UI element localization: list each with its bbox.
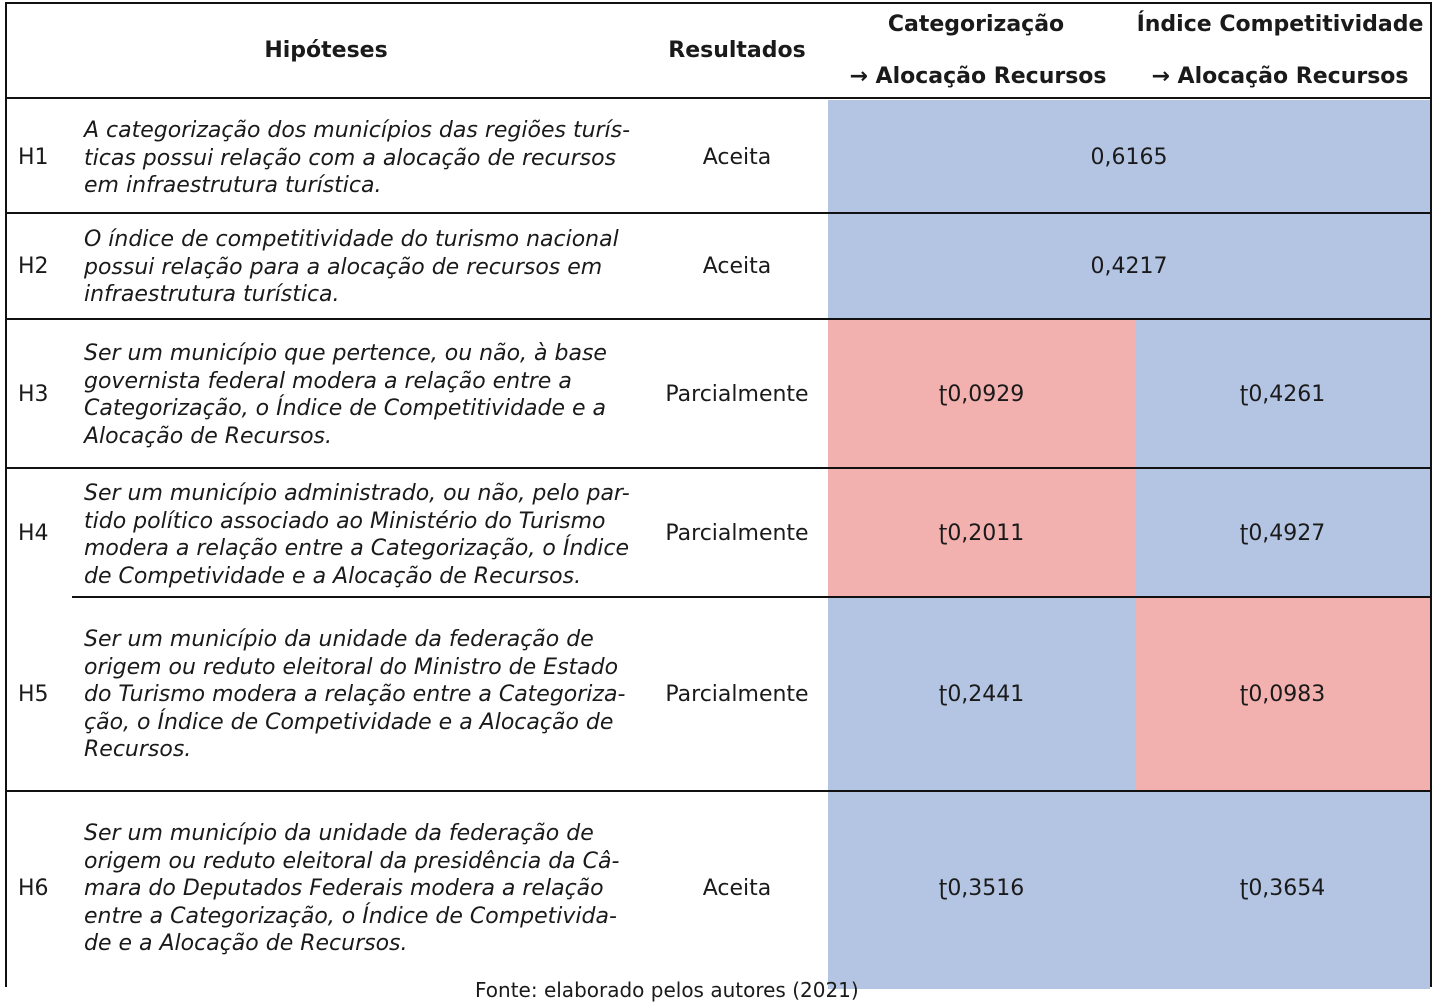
hypothesis-line: modera a relação entre a Categorização, o Índice (84, 536, 629, 561)
hypothesis-text (84, 820, 644, 958)
hypothesis-text (84, 117, 644, 200)
row-divider-4 (72, 596, 1432, 598)
header-index-arrow: → Alocação Recursos (1151, 64, 1409, 89)
hypothesis-line: do Turismo modera a relação entre a Categoriza- (84, 682, 626, 707)
hypothesis-line: tido político associado ao Ministério do Turismo (84, 508, 606, 534)
result-label: Parcialmente (665, 521, 809, 546)
hypothesis-line: ção, o Índice de Competividade e a Alocação de (84, 709, 614, 735)
h4-idx-value: ʈ0,4927 (1239, 521, 1326, 546)
row-divider-3 (5, 467, 1432, 469)
h3-cat-value: ʈ0,0929 (938, 382, 1025, 407)
hypothesis-line: governista federal modera a relação entre a (84, 368, 572, 394)
hypothesis-text (84, 226, 644, 309)
hypothesis-text (84, 480, 644, 590)
h4-cat-value: ʈ0,2011 (938, 521, 1025, 546)
h2-value: 0,4217 (1090, 254, 1168, 279)
hypothesis-line: Ser um município da unidade da federação de (84, 627, 594, 652)
header-categorization-arrow: → Alocação Recursos (849, 64, 1107, 89)
hypothesis-line: ticas possui relação com a alocação de recursos (84, 145, 617, 171)
result-label: Aceita (702, 254, 772, 279)
header-divider (5, 97, 1432, 99)
row-id: H5 (18, 682, 49, 707)
hypothesis-line: mara do Deputados Federais modera a relação (84, 876, 604, 901)
hypothesis-line: entre a Categorização, o Índice de Competivida- (84, 903, 617, 929)
row-divider-1 (5, 212, 1432, 214)
header-index: Índice Competitividade (1136, 12, 1424, 37)
table-top-border (5, 2, 1432, 4)
h6-idx-value: ʈ0,3654 (1239, 876, 1326, 901)
hypothesis-line: origem ou reduto eleitoral do Ministro de Estado (84, 654, 619, 680)
hypothesis-text (84, 340, 644, 450)
hypothesis-line: origem ou reduto eleitoral da presidência da Câ- (84, 848, 620, 874)
hypothesis-line: Ser um município administrado, ou não, pelo par- (84, 481, 630, 506)
hypothesis-line: Ser um município que pertence, ou não, à base (84, 341, 607, 366)
row-id: H4 (18, 521, 49, 546)
hypothesis-line: Alocação de Recursos. (84, 423, 333, 449)
row-id: H3 (18, 382, 49, 407)
result-label: Parcialmente (665, 682, 809, 707)
row-divider-5 (5, 790, 1432, 792)
h6-cat-value: ʈ0,3516 (938, 876, 1025, 901)
hypothesis-line: Ser um município da unidade da federação de (84, 821, 594, 846)
hypothesis-line: A categorização dos municípios das regiões turís- (84, 118, 631, 143)
header-results: Resultados (668, 38, 806, 63)
hypothesis-line: Categorização, o Índice de Competitividade e a (84, 396, 607, 421)
table-left-border (5, 2, 7, 987)
result-label: Aceita (702, 876, 772, 901)
header-categorization: Categorização (887, 12, 1065, 37)
hypothesis-line: em infraestrutura turística. (84, 173, 382, 198)
table-right-border (1430, 2, 1432, 987)
h3-idx-value: ʈ0,4261 (1239, 382, 1326, 407)
row-divider-2 (5, 318, 1432, 320)
h5-cat-value: ʈ0,2441 (938, 682, 1025, 707)
hypothesis-line: infraestrutura turística. (84, 282, 340, 307)
h5-idx-value: ʈ0,0983 (1239, 682, 1326, 707)
hypothesis-text (84, 626, 644, 764)
hypothesis-line: O índice de competitividade do turismo nacional (84, 227, 619, 252)
row-id: H6 (18, 876, 49, 901)
source-footnote: Fonte: elaborado pelos autores (2021) (475, 978, 859, 1002)
hypothesis-line: Recursos. (84, 737, 192, 762)
row-id: H1 (18, 145, 49, 170)
h1-value: 0,6165 (1090, 145, 1168, 170)
hypothesis-line: possui relação para a alocação de recursos em (84, 254, 603, 280)
hypothesis-line: de e a Alocação de Recursos. (84, 931, 408, 956)
hypothesis-line: de Competividade e a Alocação de Recursos. (84, 563, 582, 589)
row-id: H2 (18, 254, 49, 279)
result-label: Parcialmente (665, 382, 809, 407)
result-label: Aceita (702, 145, 772, 170)
header-hypotheses: Hipóteses (264, 38, 388, 63)
